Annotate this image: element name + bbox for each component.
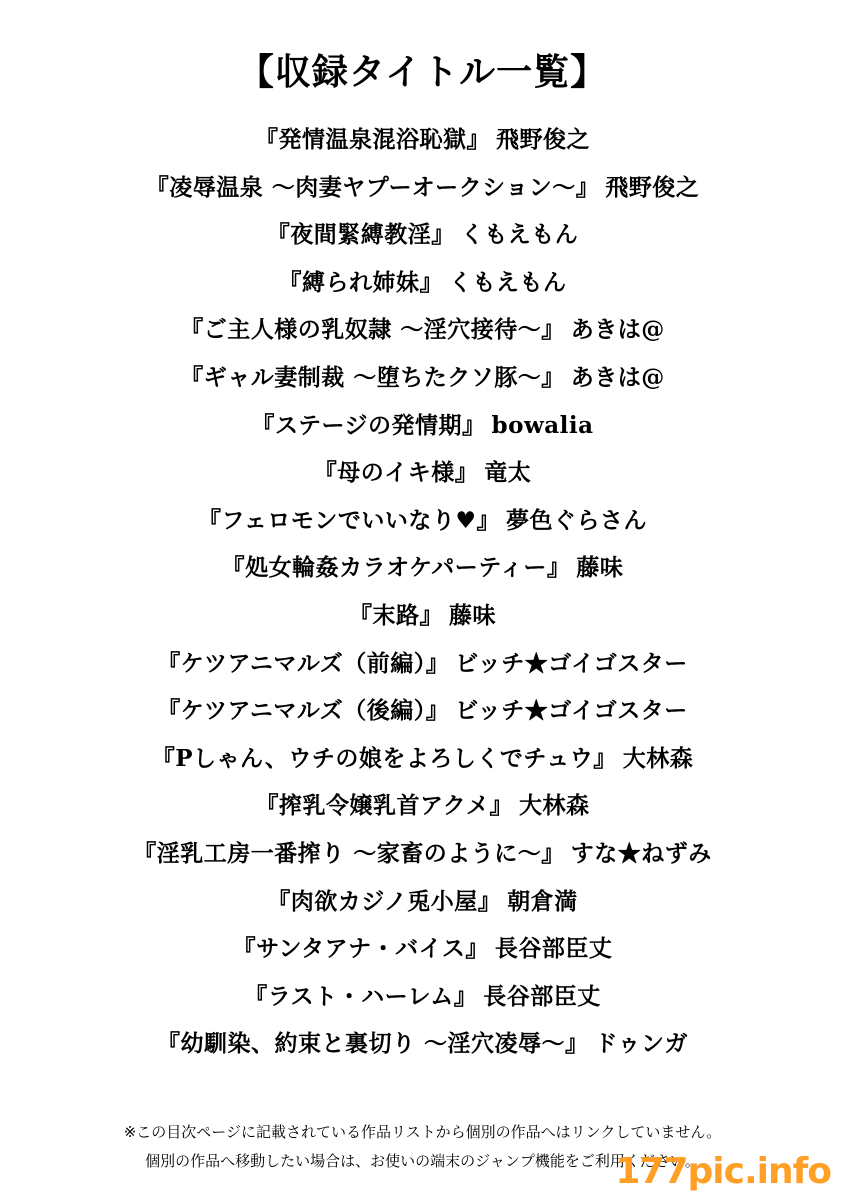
title-entry <box>0 116 845 164</box>
author-name: くもえもん <box>449 268 567 296</box>
page-title: 【収録タイトル一覧】 <box>237 51 608 93</box>
work-title: 『フェロモンでいいなり♥』 <box>198 506 500 534</box>
work-title: 『幼馴染、約束と裏切り 〜淫穴凌辱〜』 <box>157 1030 589 1058</box>
work-title: 『肉欲カジノ兎小屋』 <box>267 887 502 915</box>
title-entry <box>0 306 845 354</box>
title-entry <box>0 449 845 497</box>
author-name: 竜太 <box>484 459 532 487</box>
work-title: 『ご主人様の乳奴隷 〜淫穴接待〜』 <box>180 316 565 344</box>
note-line-2: 個別の作品へ移動したい場合は、お使いの端末のジャンプ機能をご利用ください。 <box>145 1152 700 1170</box>
author-name: 大林森 <box>519 792 590 820</box>
work-title: 『末路』 <box>349 601 443 629</box>
work-title: 『凌辱温泉 〜肉妻ヤプーオークション〜』 <box>145 173 600 201</box>
work-title: 『ギャル妻制裁 〜堕ちたクソ豚〜』 <box>180 363 565 391</box>
title-entry <box>0 402 845 450</box>
work-title: 『ステージの発情期』 <box>251 411 486 439</box>
title-entry <box>0 687 845 735</box>
author-name: すな★ねずみ <box>570 839 712 867</box>
work-title: 『搾乳令嬢乳首アクメ』 <box>255 792 514 820</box>
author-name: 大林森 <box>622 744 694 772</box>
title-entry <box>0 830 845 878</box>
author-name: ビッチ★ゴイゴスター <box>455 697 688 725</box>
author-name: 朝倉満 <box>507 887 578 915</box>
author-name: 夢色ぐらさん <box>505 506 647 534</box>
author-name: ドゥンガ <box>594 1030 688 1058</box>
work-title: 『縛られ姉妹』 <box>278 268 443 296</box>
author-name: bowalia <box>491 411 594 439</box>
title-entry <box>0 354 845 402</box>
author-name: 長谷部臣丈 <box>494 935 613 963</box>
work-title: 『淫乳工房一番搾り 〜家畜のように〜』 <box>133 839 565 867</box>
author-name: 藤味 <box>576 554 624 582</box>
work-title: 『発情温泉混浴恥獄』 <box>255 126 490 153</box>
work-title: 『Pしゃん、ウチの娘をよろしくでチュウ』 <box>151 744 617 772</box>
title-entry <box>0 782 845 830</box>
title-entry <box>0 878 845 926</box>
author-name: あきは@ <box>570 316 665 344</box>
work-title: 『ケツアニマルズ（前編）』 <box>157 649 450 677</box>
author-name: 飛野俊之 <box>496 126 590 153</box>
author-name: あきは@ <box>570 363 665 391</box>
title-entry <box>0 735 845 783</box>
work-title: 『ケツアニマルズ（後編）』 <box>157 697 450 725</box>
work-title: 『ラスト・ハーレム』 <box>244 982 478 1010</box>
work-title: 『処女輪姦カラオケパーティー』 <box>221 554 571 582</box>
work-title: 『サンタアナ・バイス』 <box>232 935 489 963</box>
title-entry <box>0 497 845 545</box>
title-entry <box>0 592 845 640</box>
title-entry <box>0 1020 845 1068</box>
author-name: 飛野俊之 <box>605 173 700 201</box>
title-entry <box>0 925 845 973</box>
work-title: 『母のイキ様』 <box>313 459 479 487</box>
author-name: 長谷部臣丈 <box>483 982 601 1010</box>
author-name: ビッチ★ゴイゴスター <box>455 649 688 677</box>
title-entry <box>0 259 845 307</box>
title-entry <box>0 164 845 212</box>
title-entry <box>0 973 845 1021</box>
work-title: 『夜間緊縛教淫』 <box>266 221 455 249</box>
title-entry <box>0 211 845 259</box>
watermark: 177pic.info <box>615 1151 831 1192</box>
author-name: くもえもん <box>460 221 579 249</box>
title-list <box>0 116 845 1068</box>
note-line-1: ※この目次ページに記載されている作品リストから個別の作品へはリンクしていません。 <box>123 1123 722 1141</box>
title-entry <box>0 640 845 688</box>
author-name: 藤味 <box>449 601 496 629</box>
title-entry <box>0 544 845 592</box>
